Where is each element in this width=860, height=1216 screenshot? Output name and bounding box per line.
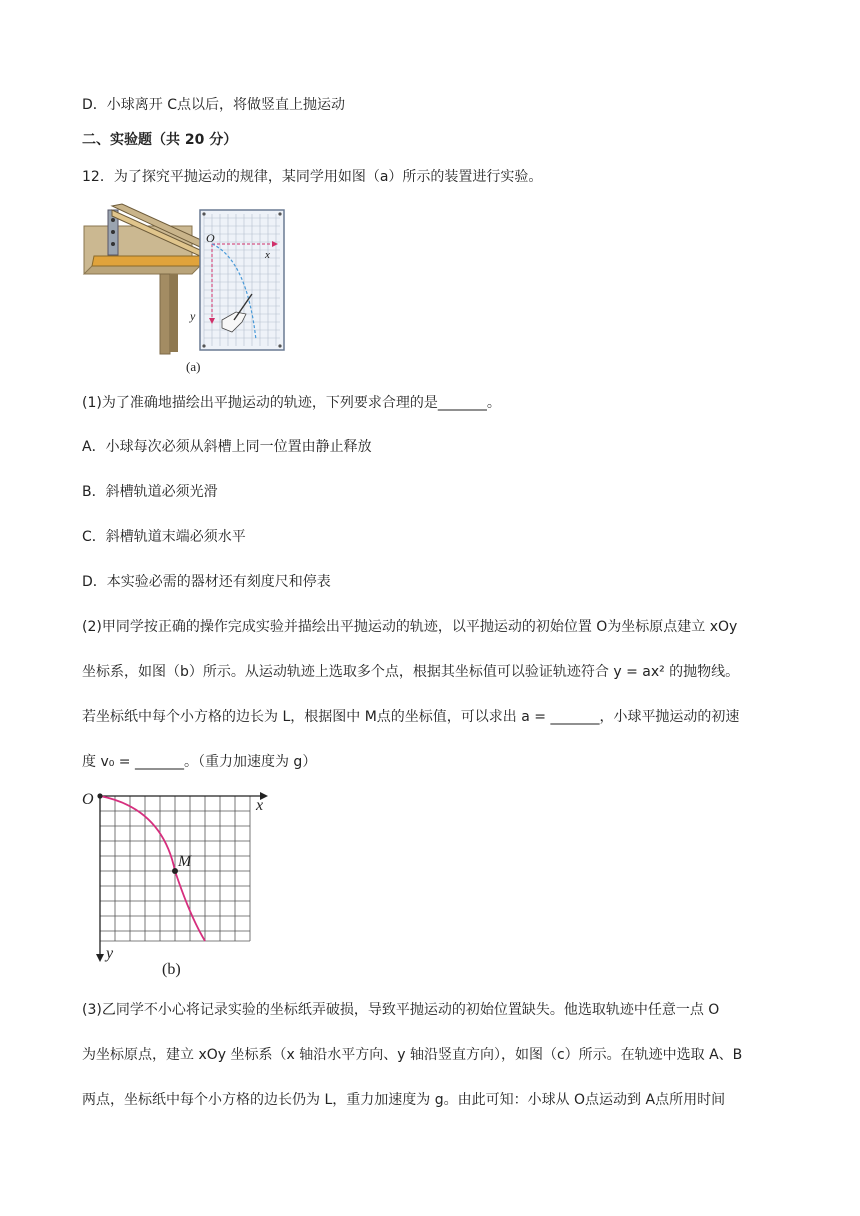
- question-12-part-2-line-4: 度 v₀ = _______。（重力加速度为 g）: [82, 754, 317, 770]
- figure-b-origin-label: O: [82, 791, 94, 808]
- option-a: A．小球每次必须从斜槽上同一位置由静止释放: [82, 439, 372, 455]
- figure-a: [82, 200, 292, 378]
- option-b: B．斜槽轨道必须光滑: [82, 484, 218, 500]
- question-12-part-3-line-1: (3)乙同学不小心将记录实验的坐标纸弄破损，导致平抛运动的初始位置缺失。他选取轨迹中任意一点 O: [82, 1002, 720, 1018]
- figure-b-x-label: x: [256, 797, 264, 814]
- question-12-part-2-line-1: (2)甲同学按正确的操作完成实验并描绘出平抛运动的轨迹，以平抛运动的初始位置 O为坐标原点建立 xOy: [82, 619, 738, 635]
- figure-a-origin-label: O: [206, 231, 215, 245]
- question-12-part-2-line-3: 若坐标纸中每个小方格的边长为 L，根据图中 M点的坐标值，可以求出 a = _______，小球平抛运动的初速: [82, 709, 740, 725]
- question-12-part-1: (1)为了准确地描绘出平抛运动的轨迹，下列要求合理的是_______。: [82, 395, 501, 411]
- question-12: 12．为了探究平抛运动的规律，某同学用如图（a）所示的装置进行实验。: [82, 169, 543, 185]
- question-12-part-3-line-2: 为坐标原点，建立 xOy 坐标系（x 轴沿水平方向、y 轴沿竖直方向），如图（c）所示。在轨迹中选取 A、B: [82, 1047, 743, 1063]
- option-c: C．斜槽轨道末端必须水平: [82, 529, 246, 545]
- figure-b-point-label: M: [178, 853, 192, 870]
- option-d: D．本实验必需的器材还有刻度尺和停表: [82, 574, 331, 590]
- section-heading: 二、实验题（共 20 分）: [82, 132, 238, 148]
- figure-b-caption: (b): [162, 961, 181, 978]
- figure-a-y-label: y: [190, 309, 196, 323]
- figure-b-y-label: y: [106, 945, 114, 962]
- figure-a-x-label: x: [265, 249, 270, 261]
- option-d-previous: D．小球离开 C点以后，将做竖直上抛运动: [82, 97, 346, 113]
- question-12-part-3-line-3: 两点，坐标纸中每个小方格的边长仍为 L，重力加速度为 g。由此可知：小球从 O点运动到 A点所用时间: [82, 1092, 726, 1108]
- question-12-part-2-line-2: 坐标系，如图（b）所示。从运动轨迹上选取多个点，根据其坐标值可以验证轨迹符合 y = ax² 的抛物线。: [82, 664, 740, 680]
- figure-a-caption: (a): [186, 359, 201, 374]
- figure-b: [82, 786, 282, 980]
